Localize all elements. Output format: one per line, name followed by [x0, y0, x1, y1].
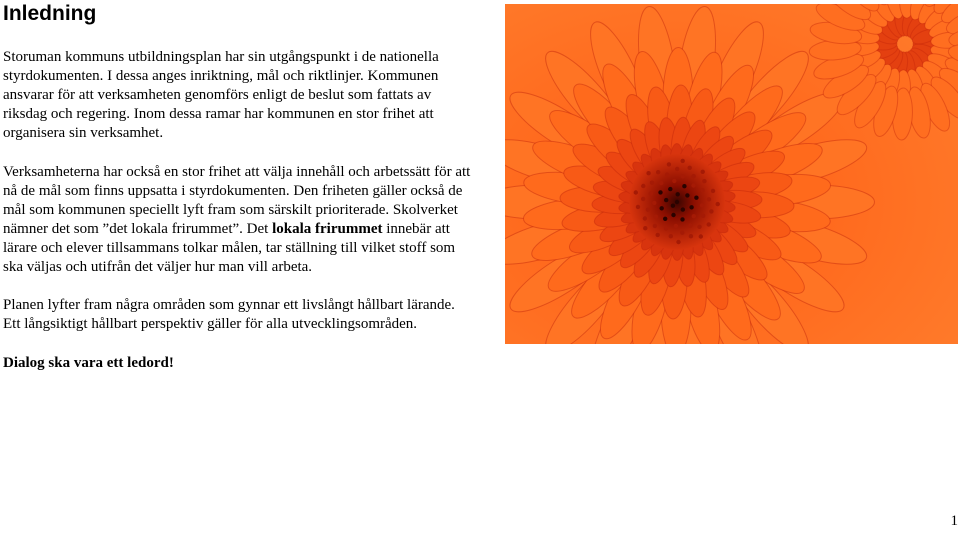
paragraph-freedom-part2: innebär att lärare och elever tillsammans tolkar målen, tar ställning till vilket stoff som ska väljas och utifrån det väljer hur man vill arbeta.: [3, 221, 456, 275]
center-floret: [691, 174, 695, 178]
center-floret: [641, 197, 645, 201]
page-number: 1: [950, 513, 958, 529]
center-floret: [652, 201, 656, 205]
center-floret: [669, 234, 673, 238]
center-floret: [646, 208, 650, 212]
center-floret: [689, 234, 693, 238]
center-floret: [667, 162, 671, 166]
center-floret: [646, 171, 650, 175]
center-floret: [680, 231, 684, 235]
center-floret: [659, 181, 663, 185]
center-floret: [676, 240, 680, 244]
center-floret: [664, 198, 668, 202]
center-floret: [663, 217, 667, 221]
center-floret: [636, 205, 640, 209]
center-floret: [660, 206, 664, 210]
center-floret: [716, 202, 720, 206]
center-floret: [672, 179, 676, 183]
center-floret: [689, 205, 693, 209]
paragraph-motto: [3, 354, 473, 373]
center-floret: [682, 184, 686, 188]
center-floret: [641, 184, 645, 188]
center-floret: [649, 191, 653, 195]
center-floret: [681, 159, 685, 163]
paragraph-intro: Storuman kommuns utbildningsplan har sin utgångspunkt i de nationella styrdokumenten. I dessa anges inriktning, mål och riktlinjer. Kommunen ansvarar för att verksamheten genomförs enligt de beslut som fattats av riksdag och regering. Inom dessa ramar har kommunen en stor frihet att organisera sin verksamhet.: [3, 49, 439, 141]
paragraph-freedom-bold: lokala frirummet: [272, 221, 383, 237]
center-floret: [675, 167, 679, 171]
motto-bold: Dialog ska vara ett ledord!: [3, 355, 174, 371]
center-floret: [665, 172, 669, 176]
center-floret: [688, 166, 692, 170]
center-floret: [707, 197, 711, 201]
center-floret: [681, 207, 685, 211]
center-floret: [711, 189, 715, 193]
center-floret: [643, 216, 647, 220]
center-floret: [654, 215, 658, 219]
center-floret: [668, 187, 672, 191]
center-floret: [658, 190, 662, 194]
center-floret: [674, 224, 678, 228]
center-floret: [701, 214, 705, 218]
center-floret: [680, 217, 684, 221]
center-floret: [653, 224, 657, 228]
center-floret: [671, 213, 675, 217]
paragraph-freedom-part1: Verksamheterna har också en stor frihet att välja innehåll och arbetssätt för att nå de mål som finns uppsatta i styrdokumenten. Den friheten gäller också de mål som kommunen speciellt lyft fram som särskilt prioriterade. Skolverket nämner det som ”det lokala frirummet”. Det: [3, 164, 471, 237]
center-floret: [656, 233, 660, 237]
center-floret: [700, 188, 704, 192]
center-floret: [634, 190, 638, 194]
center-floret: [694, 196, 698, 200]
center-floret: [699, 234, 703, 238]
page-heading: Inledning: [3, 2, 97, 25]
flower-illustration: [505, 4, 958, 344]
center-floret: [675, 200, 679, 204]
center-floret: [707, 222, 711, 226]
center-floret: [643, 226, 647, 230]
paragraph-sustainability: Planen lyfter fram några områden som gynnar ett livslångt hållbart lärande. Ett långsiktigt hållbart perspektiv gäller för alla utvecklingsområden.: [3, 297, 455, 332]
center-floret: [709, 209, 713, 213]
center-floret: [691, 183, 695, 187]
center-floret: [671, 204, 675, 208]
center-floret: [681, 174, 685, 178]
center-floret: [697, 225, 701, 229]
center-floret: [685, 193, 689, 197]
center-floret: [700, 203, 704, 207]
center-floret: [650, 181, 654, 185]
chrysanthemum-photo: [505, 4, 958, 344]
body-text: [3, 48, 473, 373]
center-floret: [701, 170, 705, 174]
center-floret: [676, 192, 680, 196]
center-floret: [664, 226, 668, 230]
center-floret: [692, 214, 696, 218]
center-floret: [702, 179, 706, 183]
center-floret: [656, 170, 660, 174]
paragraph-freedom: [3, 163, 473, 277]
center-floret: [688, 223, 692, 227]
